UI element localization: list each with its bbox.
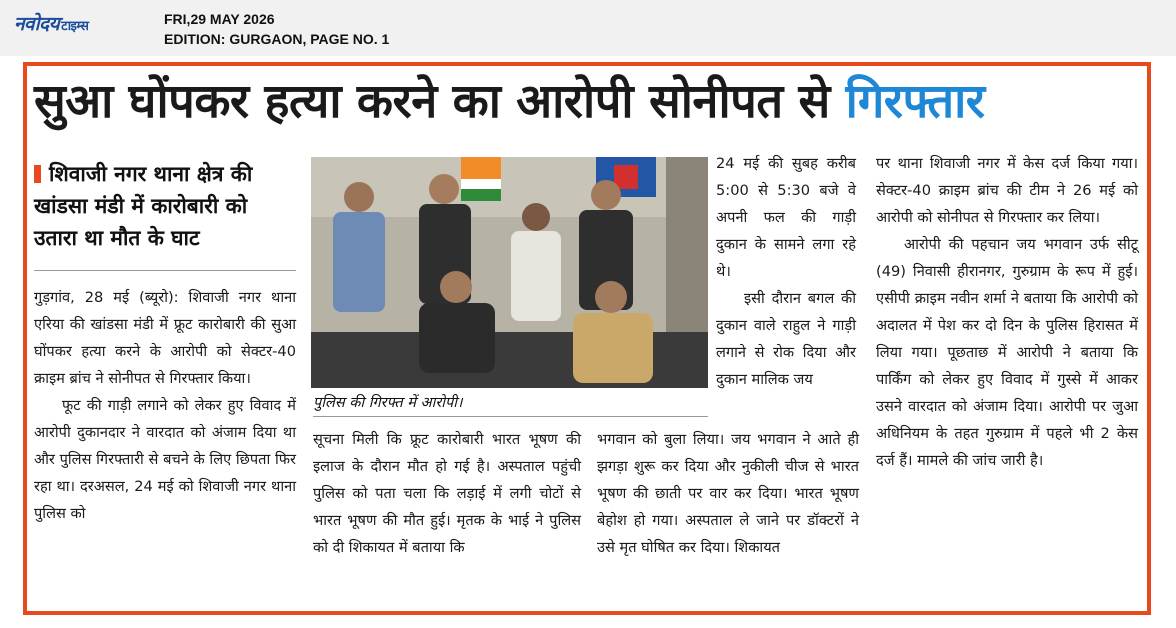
article-headline	[34, 70, 1134, 134]
headline-highlight: गिरफ्तार	[845, 74, 985, 129]
col1-paragraph-1: गुड़गांव, 28 मई (ब्यूरो): शिवाजी नगर थाना एरिया की खांडसा मंडी में फ्रूट कारोबारी की सुआ घोंपकर हत्या करने के आरोपी को सेक्टर-40 क्राइम ब्रांच ने सोनीपत से गिरफ्तार किया।	[34, 289, 296, 387]
masthead-bar	[0, 0, 1176, 56]
publication-date: FRI,29 MAY 2026	[164, 11, 275, 27]
newspaper-logo[interactable]	[14, 10, 88, 36]
col2-paragraph: सूचना मिली कि फ्रूट कारोबारी भारत भूषण की इलाज के दौरान मौत हो गई है। अस्पताल पहुंची पुलिस को पता चला कि लड़ाई में लगी चोटों से भारत भूषण की मौत हुई। मृतक के भाई ने पुलिस को दी शिकायत में बताया कि	[313, 431, 581, 556]
column-1	[34, 284, 296, 527]
col4-paragraph-1: पर थाना शिवाजी नगर में केस दर्ज किया गया। सेक्टर-40 क्राइम ब्रांच की टीम ने 26 मई को आरोपी को सोनीपत से गिरफ्तार कर लिया।	[876, 155, 1138, 226]
photo-caption: पुलिस की गिरफ्त में आरोपी।	[313, 392, 708, 417]
column-2	[313, 426, 581, 561]
subhead-text: शिवाजी नगर थाना क्षेत्र की खांडसा मंडी में कारोबारी को उतारा था मौत के घाट	[34, 162, 253, 250]
headline-main: सुआ घोंपकर हत्या करने का आरोपी सोनीपत से	[34, 74, 846, 129]
column-4	[876, 150, 1138, 474]
article-photo	[311, 157, 708, 388]
col3-paragraph-2: इसी दौरान बगल की दुकान वाले राहुल ने गाड़ी लगाने से रोक दिया और दुकान मालिक जय	[716, 290, 856, 388]
police-group-photo-icon	[311, 157, 708, 388]
article-subhead	[34, 158, 296, 254]
col3-paragraph-3: भगवान को बुला लिया। जय भगवान ने आते ही झगड़ा शुरू कर दिया और नुकीली चीज से भारत भूषण की छाती पर वार कर दिया। भारत भूषण बेहोश हो गया। अस्पताल ले जाने पर डॉक्टरों ने उसे मृत घोषित कर दिया। शिकायत	[597, 431, 859, 556]
logo-text: नवोदय	[14, 13, 60, 35]
column-3-bottom	[597, 426, 859, 561]
logo-suffix: टाइम्स	[61, 19, 89, 34]
subhead-marker	[34, 165, 41, 183]
col1-paragraph-2: फूट की गाड़ी लगाने को लेकर हुए विवाद में आरोपी दुकानदार ने वारदात को अंजाम दिया था और पुलिस गिरफ्तारी से बचने के लिए छिपता फिर रहा था। दरअसल, 24 मई को शिवाजी नगर थाना पुलिस को	[34, 397, 296, 522]
edition-info	[164, 9, 389, 49]
col3-paragraph-1: 24 मई की सुबह करीब 5:00 से 5:30 बजे वे अपनी फल की गाड़ी दुकान के सामने लगा रहे थे।	[716, 155, 856, 280]
subhead-divider	[34, 270, 296, 271]
column-3-top	[716, 150, 856, 393]
col4-paragraph-2: आरोपी की पहचान जय भगवान उर्फ सीटू (49) निवासी हीरानगर, गुरुग्राम के रूप में हुई। एसीपी क्राइम नवीन शर्मा ने बताया कि आरोपी को अदालत में पेश कर दो दिन के पुलिस हिरासत में लिया गया। पूछताछ में आरोपी ने बताया कि पार्किंग को लेकर हुए विवाद में गुस्से में आकर उसने वारदात को अंजाम दिया। आरोपी पर जुआ अधिनियम के तहत गुरुग्राम में पहले भी 2 केस दर्ज हैं। मामले की जांच जारी है।	[876, 236, 1138, 469]
edition-page: EDITION: GURGAON, PAGE NO. 1	[164, 31, 390, 47]
